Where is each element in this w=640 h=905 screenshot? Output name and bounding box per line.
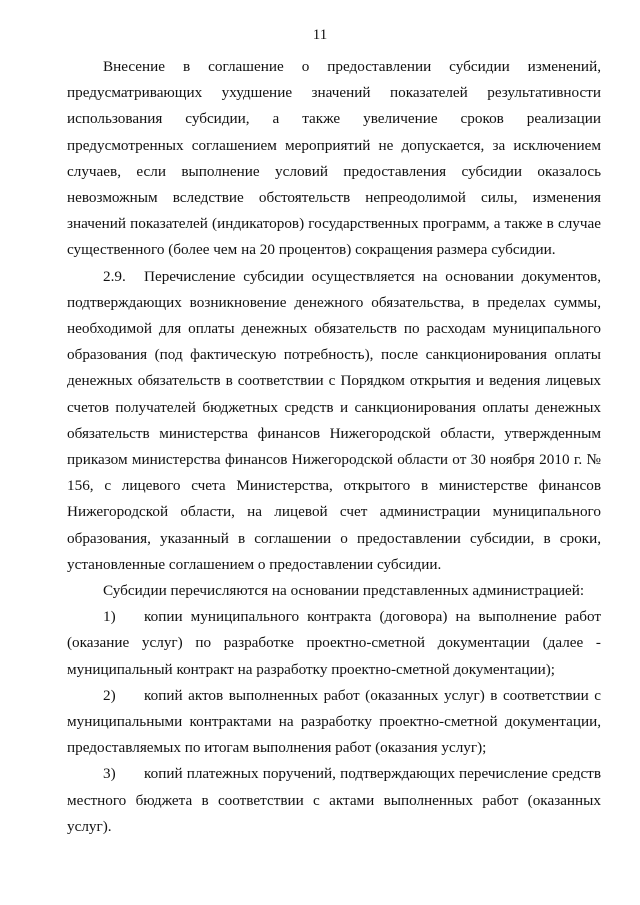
paragraph-2-9 [67,264,601,578]
list-item-3 [67,761,601,840]
paragraph-transfer-basis [67,578,601,604]
paragraph-text: Субсидии перечисляются на основании представленных администрацией: [103,582,585,600]
list-item-text: копии муниципального контракта (договора) на выполнение работ (оказание услуг) по разработке проектно-сметной документации (далее - муниципальный контракт на разработку проектно-сметной документации); [67,608,601,678]
list-item-1 [67,604,601,683]
list-item-2 [67,683,601,762]
page-number: 11 [312,27,328,43]
document-body [67,54,601,840]
list-item-number: 3) [103,765,116,783]
list-item-number: 1) [103,608,116,626]
paragraph-amendment-conditions [67,54,601,264]
paragraph-number: 2.9. [103,267,126,285]
list-item-text: копий платежных поручений, подтверждающих перечисление средств местного бюджета в соответствии с актами выполненных работ (оказанных услуг). [67,765,601,835]
list-item-number: 2) [103,686,116,704]
paragraph-text: Внесение в соглашение о предоставлении субсидии изменений, предусматривающих ухудшение значений показателей результативности использования субсидии, а также увеличение сроков реализации предусмотренных соглашением мероприятий не допускается, за исключением случаев, если выполнение условий предоставления субсидии оказалось невозможным вследствие обстоятельств непреодолимой силы, изменения значений показателей (индикаторов) государственных программ, а также в случае существенного (более чем на 20 процентов) сокращения размера субсидии. [67,58,601,259]
list-item-text: копий актов выполненных работ (оказанных услуг) в соответствии с муниципальными контрактами на разработку проектно-сметной документации, предоставляемых по итогам выполнения работ (оказания услуг); [67,686,601,757]
paragraph-text: Перечисление субсидии осуществляется на основании документов, подтверждающих возникновение денежного обязательства, в пределах суммы, необходимой для оплаты денежных обязательств по расходам муниципального образования (под фактическую потребность), после санкционирования оплаты денежных обязательств в соответствии с Порядком открытия и ведения лицевых счетов получателей бюджетных средств и санкционирования оплаты денежных обязательств министерства финансов Нижегородской области, утвержденным приказом министерства финансов Нижегородской области от 30 ноября 2010 г. № 156, с лицевого счета Министерства, открытого в министерстве финансов Нижегородской области, на лицевой счет администрации муниципального образования, указанный в соглашении о предоставлении субсидии, в сроки, установленные соглашением о предоставлении субсидии. [67,267,601,573]
